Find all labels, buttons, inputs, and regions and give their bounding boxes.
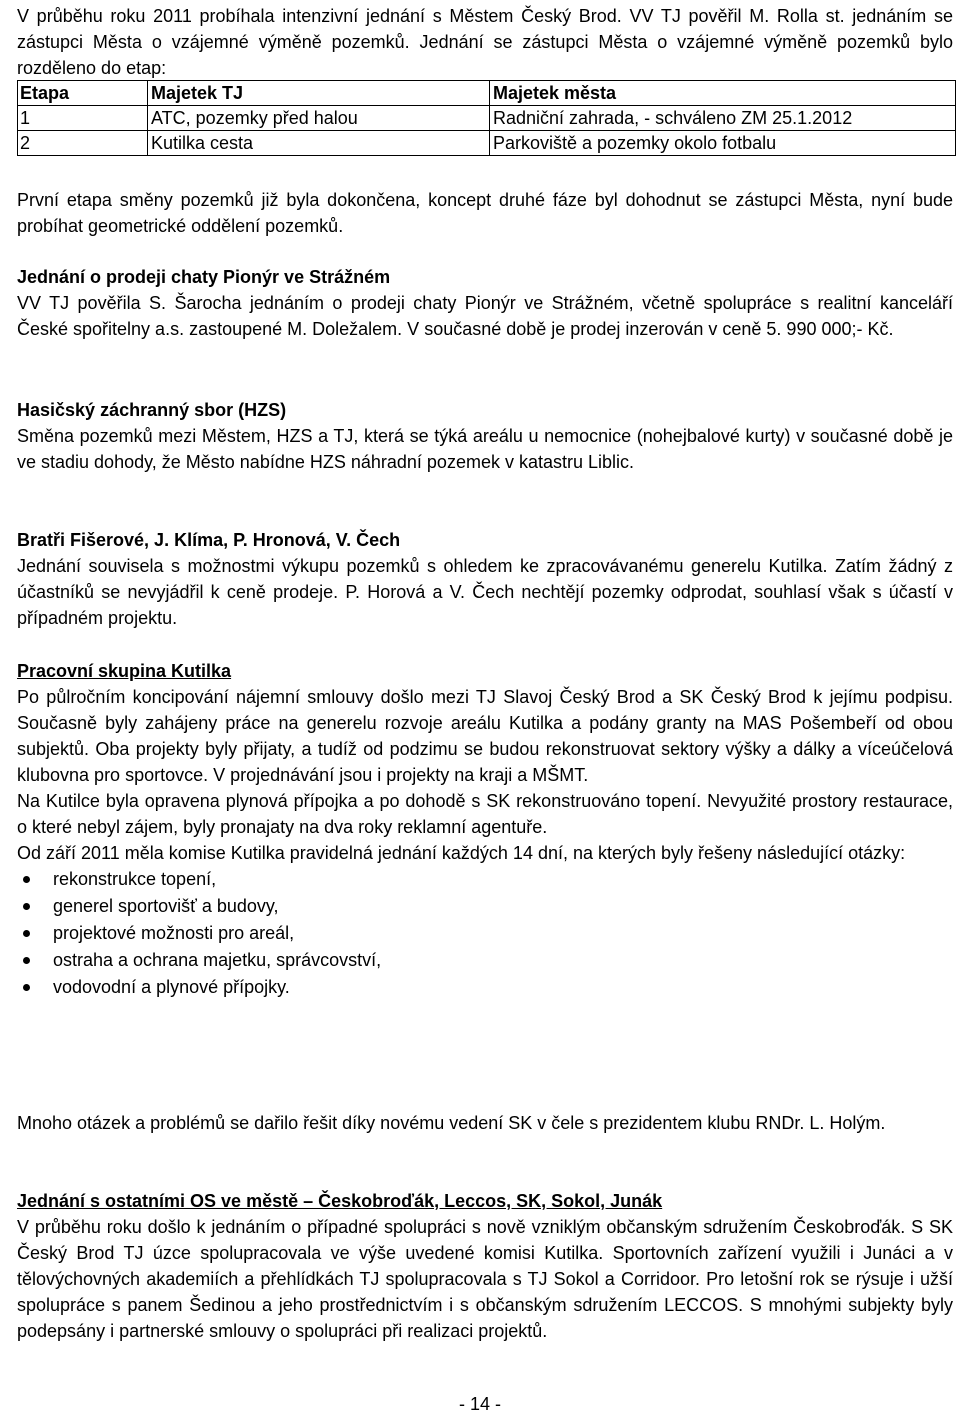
list-item: vodovodní a plynové přípojky.: [17, 974, 953, 1001]
intro-section: [17, 3, 953, 81]
table-header-row: [18, 81, 956, 106]
table-header-cell: Majetek města: [490, 81, 956, 106]
table-row: [18, 131, 956, 156]
fiserove-heading: Bratři Fišerové, J. Klíma, P. Hronová, V. Čech: [17, 530, 401, 550]
table-cell: ATC, pozemky před halou: [148, 106, 490, 131]
chata-section: [17, 264, 953, 342]
kutilka-heading: Pracovní skupina Kutilka: [17, 661, 232, 681]
etapa-note-section: [17, 187, 953, 239]
table-cell: 2: [18, 131, 148, 156]
hzs-heading: Hasičský záchranný sbor (HZS): [17, 400, 287, 420]
kutilka-paragraph-1: Po půlročním koncipování nájemní smlouvy došlo mezi TJ Slavoj Český Brod a SK Český Brod k jejímu podpisu. Současně byly zahájeny práce na generelu rozvoje areálu Kutilka a podány granty na MAS Pošembeří od obou subjektů. Oba projekty byly přijaty, a tudíž od podzimu se budou rekonstruovat sektory výšky a dálky a víceúčelová klubovna pro sportovce. V projednávání jsou i projekty na kraji a MŠMT.: [17, 687, 953, 785]
fiserove-paragraph: Jednání souvisela s možnostmi výkupu pozemků s ohledem ke zpracovávanému generelu Kutilka. Zatím žádný z účastníků se nevyjádřil k ceně prodeje. P. Horová a V. Čech nechtějí pozemky odprodat, souhlasí však s účastí v případném projektu.: [17, 556, 953, 628]
table-cell: Radniční zahrada, - schváleno ZM 25.1.2012: [490, 106, 956, 131]
list-item: rekonstrukce topení,: [17, 866, 953, 893]
page-number: - 14 -: [458, 1394, 501, 1414]
kutilka-paragraph-3: Od září 2011 měla komise Kutilka pravidelná jednání každých 14 dní, na kterých byly řešeny následující otázky:: [17, 843, 906, 863]
kutilka-topics-list: [17, 866, 953, 1001]
table-cell: Parkoviště a pozemky okolo fotbalu: [490, 131, 956, 156]
table-cell: 1: [18, 106, 148, 131]
kutilka-closing-section: [17, 1110, 953, 1136]
kutilka-section: [17, 658, 953, 1001]
os-heading: Jednání s ostatními OS ve městě – Českobroďák, Leccos, SK, Sokol, Junák: [17, 1191, 663, 1211]
os-section: [17, 1188, 953, 1344]
chata-heading: Jednání o prodeji chaty Pionýr ve Strážném: [17, 267, 391, 287]
etapa-note-paragraph: První etapa směny pozemků již byla dokončena, koncept druhé fáze byl dohodnut se zástupci Města, nyní bude probíhat geometrické oddělení pozemků.: [17, 190, 953, 236]
table-header-cell: Etapa: [18, 81, 148, 106]
etapy-table: [17, 80, 956, 156]
intro-paragraph: V průběhu roku 2011 probíhala intenzivní jednání s Městem Český Brod. VV TJ pověřil M. Rolla st. jednáním se zástupci Města o vzájemné výměně pozemků. Jednání se zástupci Města o vzájemné výměně pozemků bylo rozděleno do etap:: [17, 6, 953, 78]
os-paragraph: V průběhu roku došlo k jednáním o případné spolupráci s nově vzniklým občanským sdružením Českobroďák. S SK Český Brod TJ úzce spolupracovala ve výše uvedené komisi Kutilka. Sportovních zařízení využili i Junáci a v tělovýchovných akademiích a přehlídkách TJ spolupracovala s TJ Sokol a Corridoor. Pro letošní rok se rýsuje i užší spolupráce s panem Šedinou a jeho prostřednictvím i s občanským sdružením LECCOS. S mnohými subjekty byly podepsány i partnerské smlouvy o spolupráci při realizaci projektů.: [17, 1217, 953, 1341]
list-item: projektové možnosti pro areál,: [17, 920, 953, 947]
table-cell: Kutilka cesta: [148, 131, 490, 156]
fiserove-section: [17, 527, 953, 631]
list-item: ostraha a ochrana majetku, správcovství,: [17, 947, 953, 974]
kutilka-paragraph-4: Mnoho otázek a problémů se dařilo řešit díky novému vedení SK v čele s prezidentem klubu RNDr. L. Holým.: [17, 1113, 886, 1133]
kutilka-paragraph-2: Na Kutilce byla opravena plynová přípojka a po dohodě s SK rekonstruováno topení. Nevyužité prostory restaurace, o které nebyl zájem, byly pronajaty na dva roky reklamní agentuře.: [17, 791, 953, 837]
table-header-cell: Majetek TJ: [148, 81, 490, 106]
hzs-paragraph: Směna pozemků mezi Městem, HZS a TJ, která se týká areálu u nemocnice (nohejbalové kurty) v současné době je ve stadiu dohody, že Město nabídne HZS náhradní pozemek v katastru Liblic.: [17, 426, 953, 472]
table-row: [18, 106, 956, 131]
chata-paragraph: VV TJ pověřila S. Šarocha jednáním o prodeji chaty Pionýr ve Strážném, včetně spolupráce s realitní kanceláří České spořitelny a.s. zastoupené M. Doležalem. V současné době je prodej inzerován v ceně 5. 990 000;- Kč.: [17, 293, 953, 339]
list-item: generel sportovišť a budovy,: [17, 893, 953, 920]
hzs-section: [17, 397, 953, 475]
